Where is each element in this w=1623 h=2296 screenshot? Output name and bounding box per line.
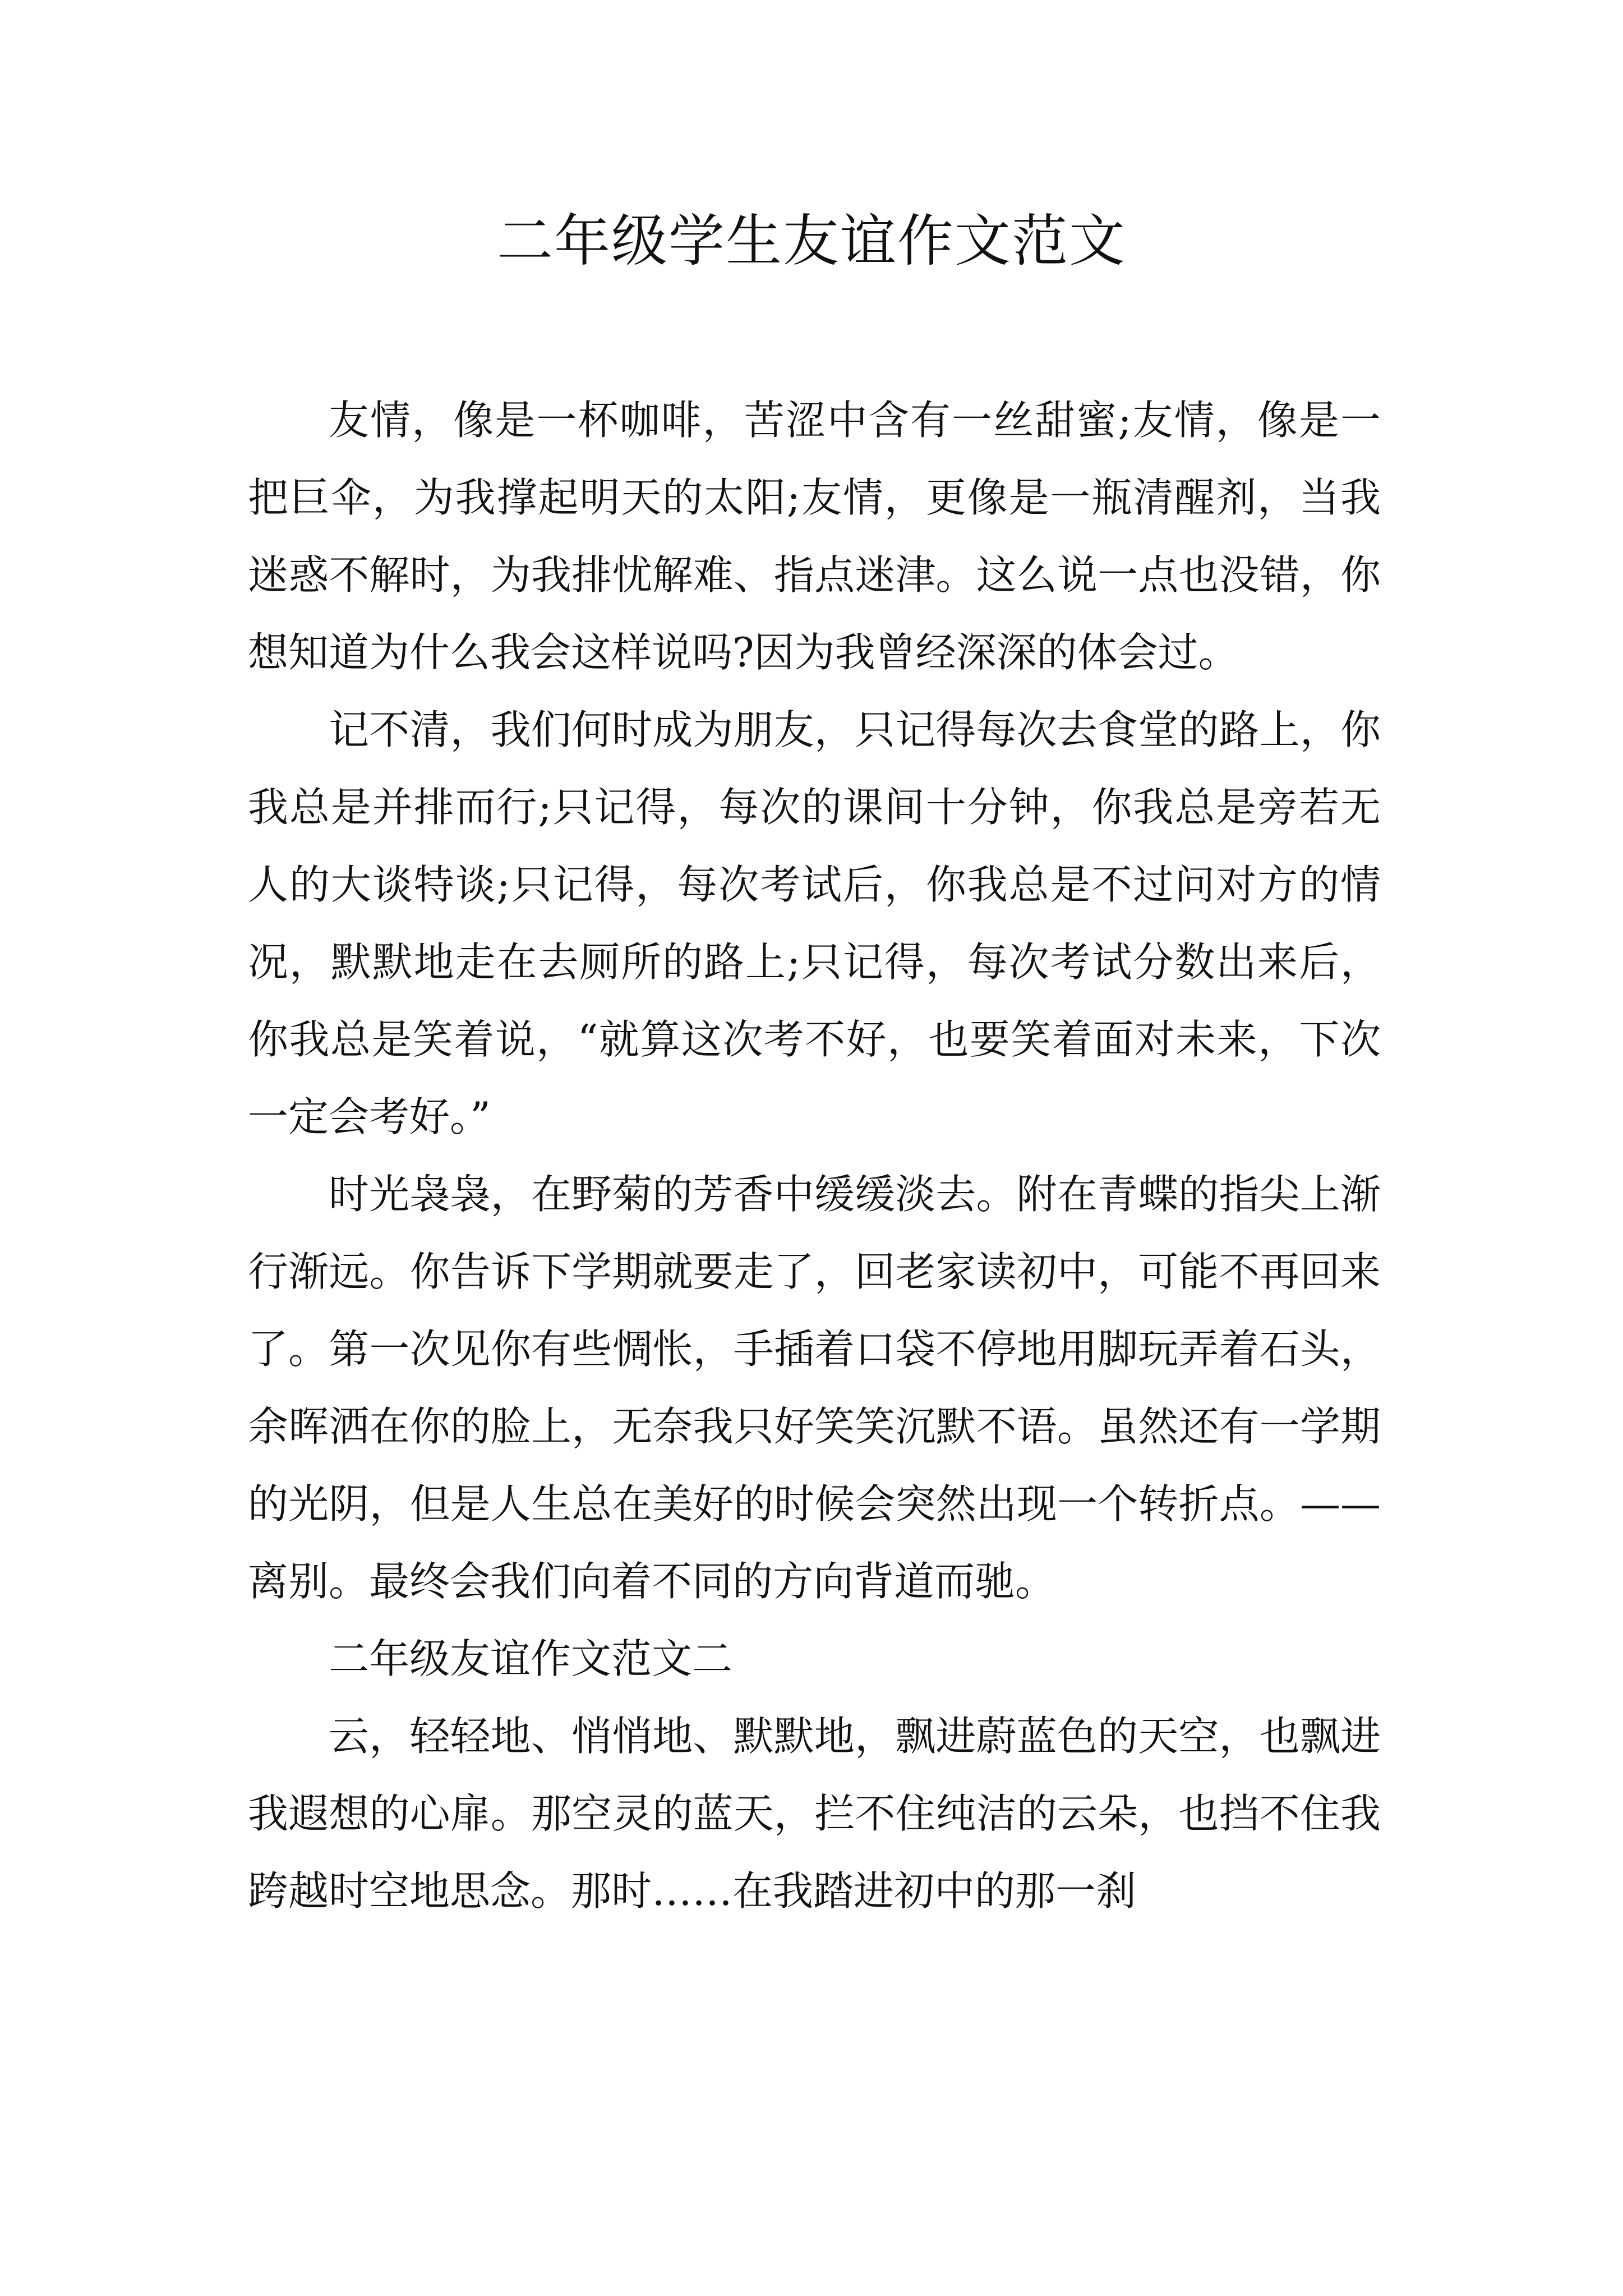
section-heading: 二年级友谊作文范文二 [329,1635,733,1682]
document-body [248,381,1381,1930]
document-title: 二年级学生友谊作文范文 [497,208,1126,274]
section-paragraph-1: 云，轻轻地、悄悄地、默默地，飘进蔚蓝色的天空，也飘进我遐想的心扉。那空灵的蓝天，拦不住纯洁的云朵，也挡不住我跨越时空地思念。那时……在我踏进初中的那一刹 [248,1713,1381,1915]
paragraph-1: 友情，像是一杯咖啡，苦涩中含有一丝甜蜜;友情，像是一把巨伞，为我撑起明天的太阳;友情，更像是一瓶清醒剂，当我迷惑不解时，为我排忧解难、指点迷津。这么说一点也没错，你想知道为什么我会这样说吗?因为我曾经深深的体会过。 [248,397,1381,676]
paragraph-2: 记不清，我们何时成为朋友，只记得每次去食堂的路上，你我总是并排而行;只记得，每次的课间十分钟，你我总是旁若无人的大谈特谈;只记得，每次考试后，你我总是不过问对方的情况，默默地走在去厕所的路上;只记得，每次考试分数出来后，你我总是笑着说，“就算这次考不好，也要笑着面对未来，下次一定会考好。” [248,706,1381,1140]
paragraph-3: 时光袅袅，在野菊的芳香中缓缓淡去。附在青蝶的指尖上渐行渐远。你告诉下学期就要走了，回老家读初中，可能不再回来了。第一次见你有些惆怅，手插着口袋不停地用脚玩弄着石头，余晖洒在你的脸上，无奈我只好笑笑沉默不语。虽然还有一学期的光阴，但是人生总在美好的时候会突然出现一个转折点。——离别。最终会我们向着不同的方向背道而驰。 [248,1171,1381,1605]
